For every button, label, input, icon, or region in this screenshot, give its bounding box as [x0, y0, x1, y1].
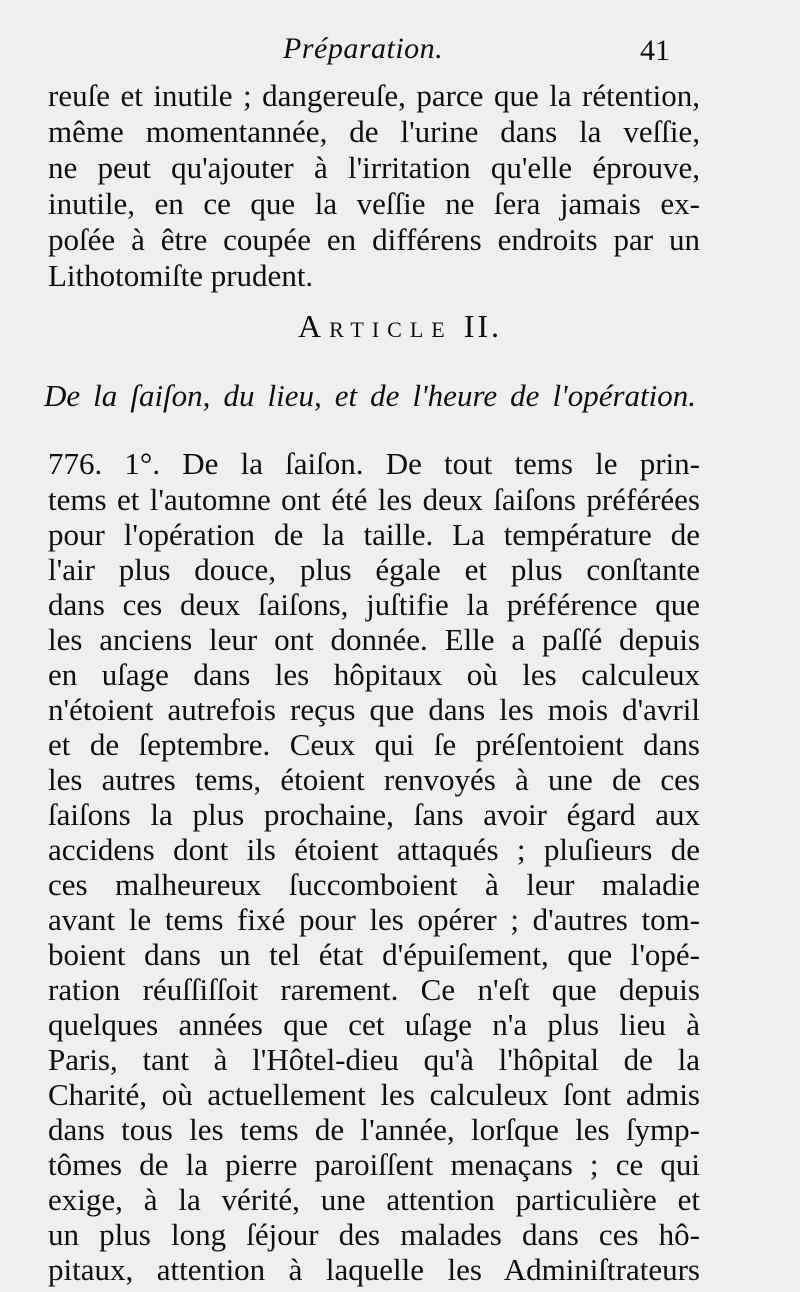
page-header [0, 32, 800, 72]
article-prefix: Article [297, 308, 453, 344]
text-line: et de ſeptembre. Ceux qui ſe préſentoient dans [48, 727, 700, 762]
text-line: accidens dont ils étoient attaqués ; pluſieurs de [48, 832, 700, 867]
text-line: exige, à la vérité, une attention particulière et [48, 1182, 700, 1217]
text-line: même momentannée, de l'urine dans la veſſie, [48, 114, 700, 149]
text-line: en uſage dans les hôpitaux où les calculeux [48, 657, 700, 692]
text-line: Lithotomiſte prudent. [48, 258, 314, 293]
text-line: boient dans un tel état d'épuiſement, que l'opé- [48, 937, 700, 972]
text-line: inutile, en ce que la veſſie ne ſera jamais ex- [48, 186, 700, 221]
text-line: Charité, où actuellement les calculeux ſont admis [48, 1077, 700, 1112]
text-line: n'étoient autrefois reçus que dans les mois d'avril [48, 692, 700, 727]
text-line: ces malheureux ſuccomboient à leur maladie [48, 867, 700, 902]
section-title: De la ſaiſon, du lieu, et de l'heure de l'opération. [44, 378, 696, 413]
text-line: un plus long ſéjour des malades dans ces hô- [48, 1217, 700, 1252]
text-line: les autres tems, étoient renvoyés à une de ces [48, 762, 700, 797]
paragraph-first-line: 776. 1°. De la ſaiſon. De tout tems le prin- [48, 446, 700, 481]
text-line: les anciens leur ont donnée. Elle a paſſé depuis [48, 622, 700, 657]
text-line: Paris, tant à l'Hôtel-dieu qu'à l'hôpital de la [48, 1042, 700, 1077]
text-line: avant le tems fixé pour les opérer ; d'autres tom- [48, 902, 700, 937]
text-line: l'air plus douce, plus égale et plus conſtante [48, 552, 700, 587]
text-line: ration réuſſiſſoit rarement. Ce n'eſt que depuis [48, 972, 700, 1007]
text-line: pour l'opération de la taille. La température de [48, 517, 700, 552]
running-title: Préparation. [283, 32, 444, 65]
text-line: quelques années que cet uſage n'a plus lieu à [48, 1007, 700, 1042]
article-heading [0, 308, 800, 345]
text-line: dans tous les tems de l'année, lorſque les ſymp- [48, 1112, 700, 1147]
text-line: ne peut qu'ajouter à l'irritation qu'elle éprouve, [48, 150, 700, 185]
text-line: dans ces deux ſaiſons, juſtifie la préférence que [48, 587, 700, 622]
text-line: reuſe et inutile ; dangereuſe, parce que la rétention, [48, 78, 700, 113]
text-line: pitaux, attention à laquelle les Adminiſtrateurs [48, 1252, 700, 1287]
text-line: tems et l'automne ont été les deux ſaiſons préférées [48, 482, 700, 517]
page-number: 41 [640, 34, 670, 67]
text-line: tômes de la pierre paroiſſent menaçans ; ce qui [48, 1147, 700, 1182]
text-line: poſée à être coupée en différens endroits par un [48, 222, 700, 257]
article-numeral: II. [463, 308, 503, 344]
text-line: ſaiſons la plus prochaine, ſans avoir égard aux [48, 797, 700, 832]
